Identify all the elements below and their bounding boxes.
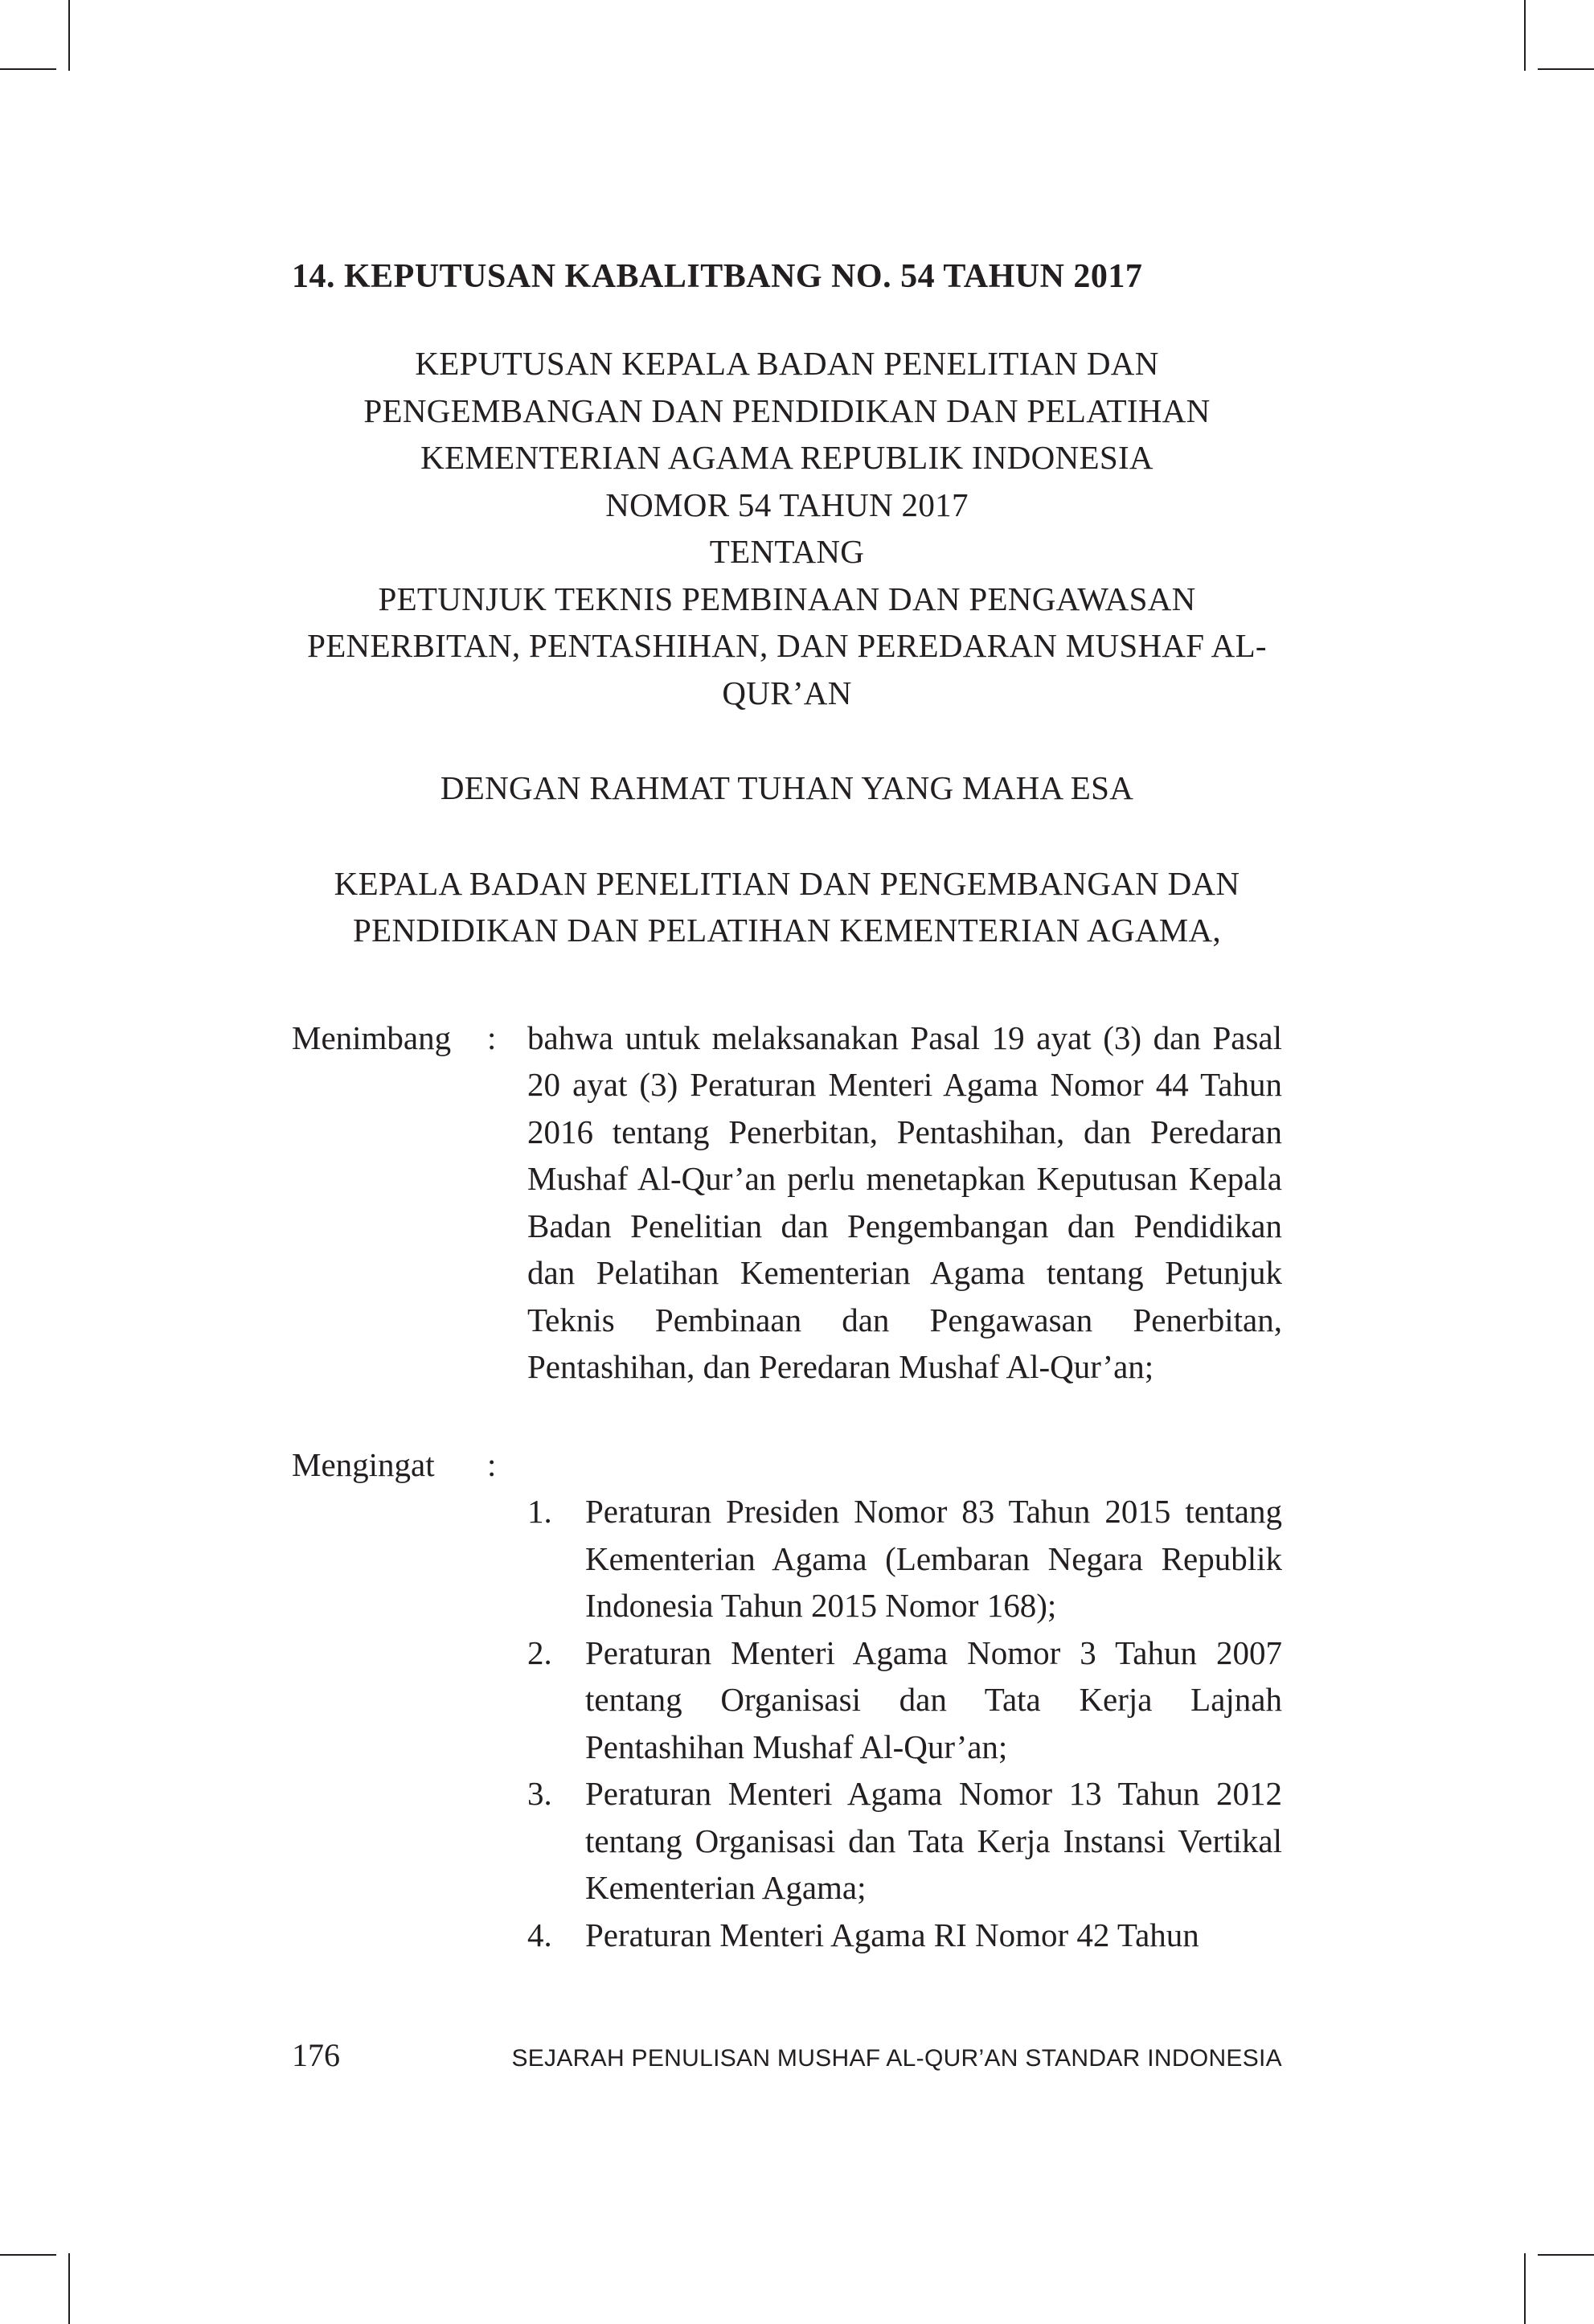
basmalah: DENGAN RAHMAT TUHAN YANG MAHA ESA [440, 769, 1134, 806]
crop-mark [68, 2253, 70, 2324]
official-title-line: KEPALA BADAN PENELITIAN DAN PENGEMBANGAN DAN [334, 864, 1240, 902]
crop-mark [1538, 2254, 1594, 2256]
list-item-text: Peraturan Menteri Agama Nomor 3 Tahun 2007 tentang Organisasi dan Tata Kerja Lajnah Pentashihan Mushaf Al-Qur’an; [585, 1633, 1282, 1765]
decree-title-line: PENERBITAN, PENTASHIHAN, DAN PEREDARAN MUSHAF AL- [307, 627, 1267, 664]
list-item-number: 2. [527, 1633, 552, 1671]
crop-mark [1524, 2253, 1526, 2324]
decree-title [292, 340, 1282, 716]
section-heading: 14. KEPUTUSAN KABALITBANG NO. 54 TAHUN 2017 [292, 258, 1143, 295]
page-number: 176 [292, 2037, 340, 2073]
list-item [527, 1770, 1282, 1912]
crop-mark [1524, 0, 1526, 71]
decree-title-line: TENTANG [709, 533, 865, 570]
menimbang-label: Menimbang [292, 1019, 452, 1056]
list-item [527, 1629, 1282, 1771]
mengingat-section [292, 1441, 1282, 1489]
running-title: SEJARAH PENULISAN MUSHAF AL-QUR’AN STANDAR INDONESIA [511, 2045, 1282, 2072]
official-title [292, 860, 1282, 954]
mengingat-colon: : [487, 1445, 497, 1483]
list-item [527, 1488, 1282, 1629]
decree-title-line: KEPUTUSAN KEPALA BADAN PENELITIAN DAN [415, 345, 1159, 382]
decree-title-line: PENGEMBANGAN DAN PENDIDIKAN DAN PELATIHAN [363, 391, 1211, 429]
mengingat-label: Mengingat [292, 1445, 435, 1483]
list-item-text: Peraturan Presiden Nomor 83 Tahun 2015 tentang Kementerian Agama (Lembaran Negara Republik Indonesia Tahun 2015 Nomor 168); [585, 1493, 1282, 1624]
mengingat-list [527, 1488, 1282, 1958]
crop-mark [0, 68, 56, 70]
crop-mark [68, 0, 70, 71]
decree-title-line: NOMOR 54 TAHUN 2017 [605, 486, 969, 523]
list-item [527, 1912, 1282, 1959]
list-item-number: 1. [527, 1493, 552, 1530]
crop-mark [1538, 68, 1594, 70]
list-item-number: 3. [527, 1775, 552, 1812]
page-footer [292, 2036, 1282, 2074]
official-title-line: PENDIDIKAN DAN PELATIHAN KEMENTERIAN AGAMA, [353, 912, 1221, 949]
menimbang-section [292, 1014, 1282, 1391]
menimbang-text: bahwa untuk melaksanakan Pasal 19 ayat (3) dan Pasal 20 ayat (3) Peraturan Menteri Agama Nomor 44 Tahun 2016 tentang Penerbitan, Pentashihan, dan Peredaran Mushaf Al-Qur’an perlu menetapkan Keputusan Kepala Badan Penelitian dan Pengembangan dan Pendidikan dan Pelatihan Kementerian Agama tentang Petunjuk Teknis Pembinaan dan Pengawasan Penerbitan, Pentashihan, dan Peredaran Mushaf Al-Qur’an; [527, 1019, 1282, 1385]
crop-mark [0, 2254, 56, 2256]
page-content [292, 249, 1282, 1958]
decree-title-line: KEMENTERIAN AGAMA REPUBLIK INDONESIA [420, 439, 1153, 476]
decree-title-line: PETUNJUK TEKNIS PEMBINAAN DAN PENGAWASAN [378, 580, 1196, 617]
list-item-text: Peraturan Menteri Agama Nomor 13 Tahun 2012 tentang Organisasi dan Tata Kerja Instansi Vertikal Kementerian Agama; [585, 1775, 1282, 1906]
list-item-number: 4. [527, 1916, 552, 1953]
menimbang-colon: : [487, 1019, 497, 1056]
list-item-text: Peraturan Menteri Agama RI Nomor 42 Tahun [585, 1916, 1199, 1953]
decree-title-line: QUR’AN [722, 674, 852, 711]
